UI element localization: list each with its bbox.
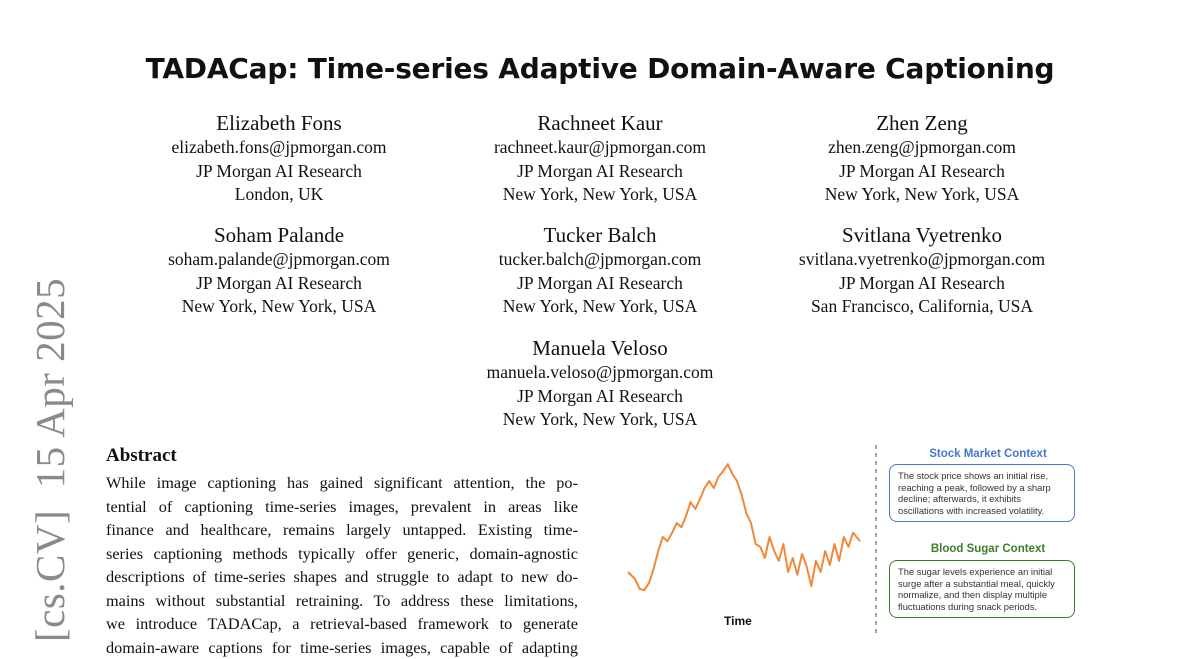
- author-email[interactable]: elizabeth.fons@jpmorgan.com: [99, 136, 459, 160]
- author-location: New York, New York, USA: [420, 408, 780, 432]
- author-block: [420, 335, 780, 432]
- abstract-line: domain-aware captions for time-series images, capable of adapting: [106, 636, 578, 659]
- author-email[interactable]: svitlana.vyetrenko@jpmorgan.com: [742, 248, 1102, 272]
- abstract-line: finance and healthcare, remains largely untapped. Existing time-: [106, 518, 578, 542]
- author-affiliation: JP Morgan AI Research: [99, 272, 459, 296]
- author-email[interactable]: zhen.zeng@jpmorgan.com: [742, 136, 1102, 160]
- author-block: [99, 110, 459, 207]
- author-location: New York, New York, USA: [420, 295, 780, 319]
- author-name: Manuela Veloso: [420, 335, 780, 361]
- author-affiliation: JP Morgan AI Research: [742, 272, 1102, 296]
- abstract-heading: Abstract: [106, 445, 177, 467]
- x-axis-label: Time: [724, 614, 752, 628]
- series-line: [628, 464, 860, 590]
- author-email[interactable]: tucker.balch@jpmorgan.com: [420, 248, 780, 272]
- author-email[interactable]: rachneet.kaur@jpmorgan.com: [420, 136, 780, 160]
- author-block: [742, 222, 1102, 319]
- stock-context-box: The stock price shows an initial rise, reaching a peak, followed by a sharp decline; afterwards, it exhibits oscillations with increased volatility.: [889, 464, 1075, 522]
- author-location: San Francisco, California, USA: [742, 295, 1102, 319]
- author-block: [420, 222, 780, 319]
- abstract-line: While image captioning has gained significant attention, the po-: [106, 471, 578, 495]
- author-affiliation: JP Morgan AI Research: [742, 160, 1102, 184]
- author-block: [742, 110, 1102, 207]
- author-block: [99, 222, 459, 319]
- author-affiliation: JP Morgan AI Research: [420, 272, 780, 296]
- author-block: [420, 110, 780, 207]
- abstract-line: tential of captioning time-series images, prevalent in areas like: [106, 495, 578, 519]
- teaser-figure: [612, 440, 1102, 640]
- arxiv-side-stamp: [cs.CV] 15 Apr 2025: [26, 278, 74, 642]
- author-name: Svitlana Vyetrenko: [742, 222, 1102, 248]
- author-email[interactable]: soham.palande@jpmorgan.com: [99, 248, 459, 272]
- author-location: New York, New York, USA: [99, 295, 459, 319]
- author-name: Tucker Balch: [420, 222, 780, 248]
- author-location: New York, New York, USA: [420, 183, 780, 207]
- author-name: Zhen Zeng: [742, 110, 1102, 136]
- paper-title: TADACap: Time-series Adaptive Domain-Aware Captioning: [0, 52, 1200, 85]
- sugar-context-title: Blood Sugar Context: [888, 543, 1088, 555]
- author-name: Soham Palande: [99, 222, 459, 248]
- abstract-line: descriptions of time-series shapes and struggle to adapt to new do-: [106, 565, 578, 589]
- abstract-body: [106, 471, 578, 659]
- author-location: London, UK: [99, 183, 459, 207]
- author-affiliation: JP Morgan AI Research: [420, 160, 780, 184]
- stock-context-title: Stock Market Context: [888, 448, 1088, 460]
- author-name: Elizabeth Fons: [99, 110, 459, 136]
- author-email[interactable]: manuela.veloso@jpmorgan.com: [420, 361, 780, 385]
- author-name: Rachneet Kaur: [420, 110, 780, 136]
- author-affiliation: JP Morgan AI Research: [420, 385, 780, 409]
- abstract-line: mains without substantial retraining. To address these limitations,: [106, 589, 578, 613]
- sugar-context-box: The sugar levels experience an initial surge after a substantial meal, quickly normalize, and then display multiple fluctuations during snack periods.: [889, 560, 1075, 618]
- abstract-line: series captioning methods typically offer generic, domain-agnostic: [106, 542, 578, 566]
- author-location: New York, New York, USA: [742, 183, 1102, 207]
- author-affiliation: JP Morgan AI Research: [99, 160, 459, 184]
- abstract-line: we introduce TADACap, a retrieval-based framework to generate: [106, 612, 578, 636]
